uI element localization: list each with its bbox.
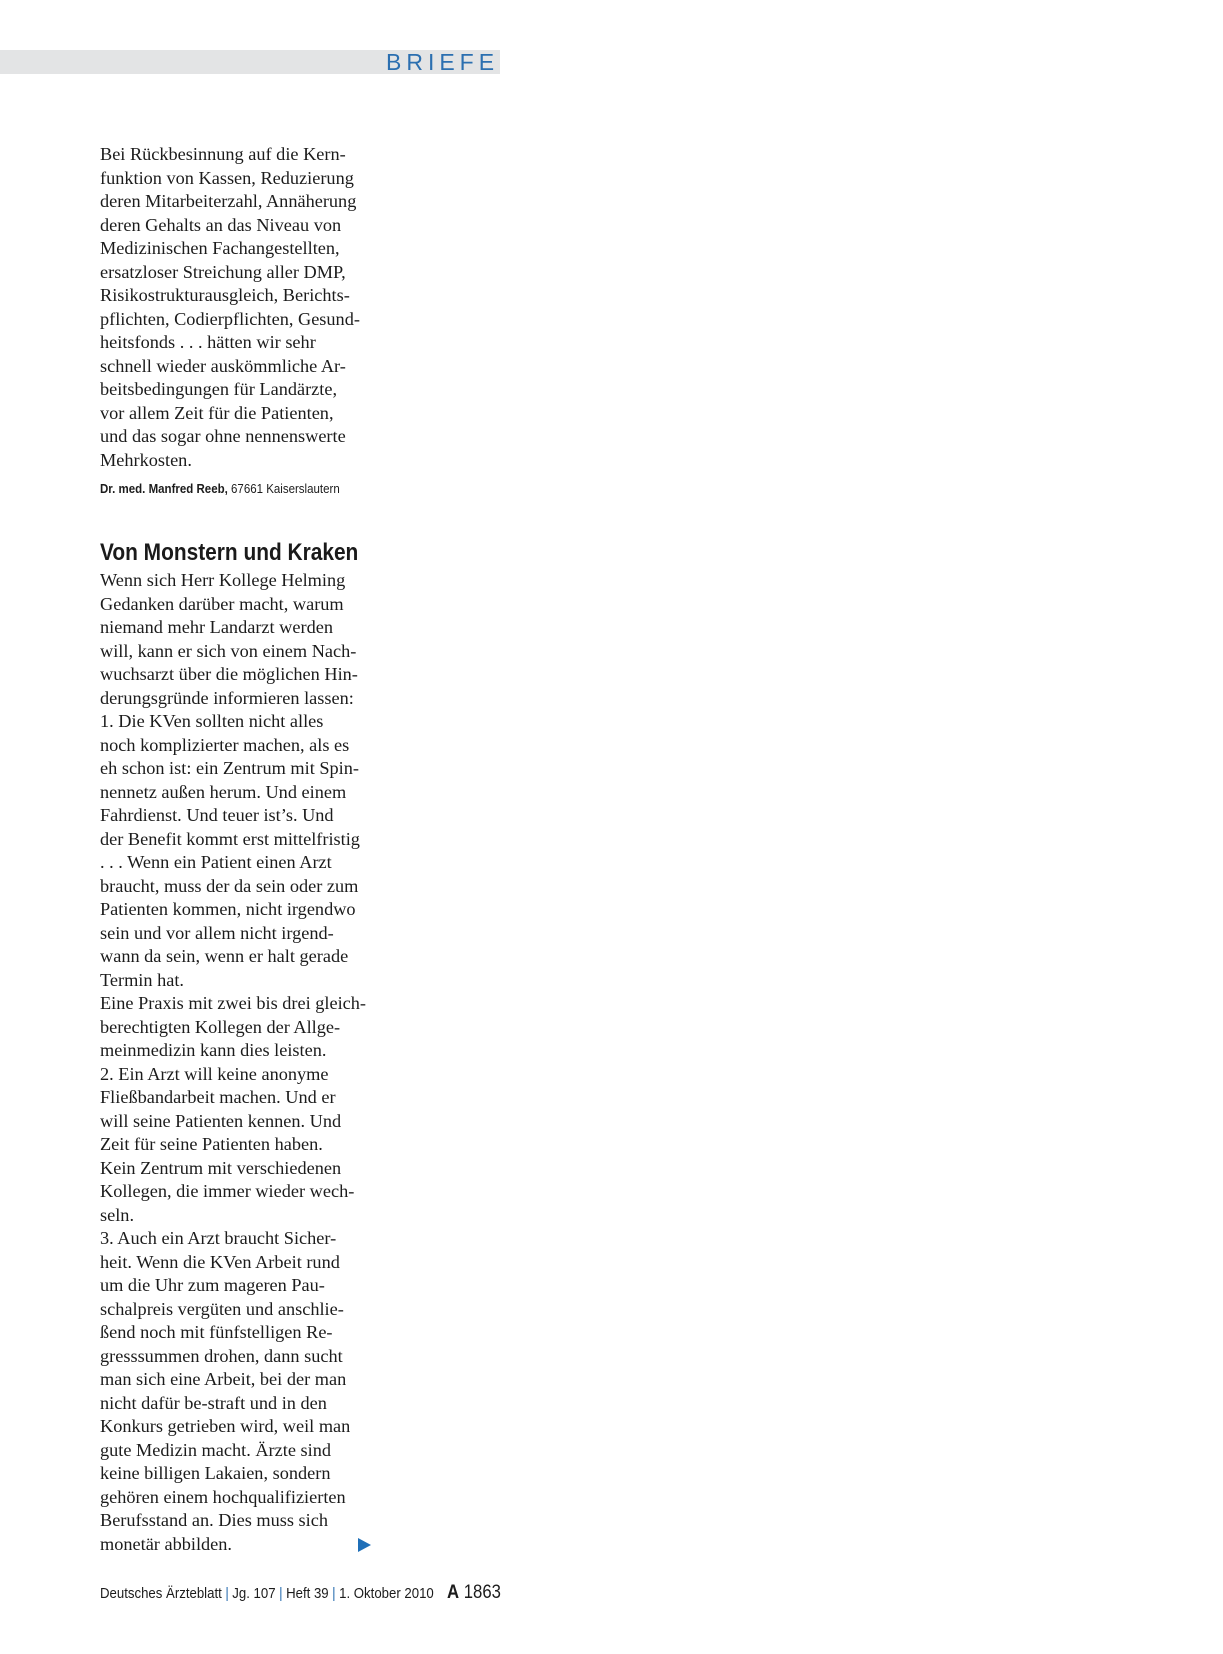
- text-line: Kein Zentrum mit verschiedenen: [100, 1157, 342, 1178]
- continue-arrow-icon: [358, 1538, 371, 1552]
- text-line: Fahrdienst. Und teuer ist’s. Und: [100, 805, 334, 825]
- footer-separator: |: [279, 1585, 283, 1602]
- text-line: nennetz außen herum. Und einem: [100, 781, 347, 802]
- text-line: Kollegen, die immer wieder wech-: [100, 1181, 355, 1201]
- text-line: berechtigten Kollegen der Allge-: [100, 1016, 341, 1037]
- text-line: noch komplizierter machen, als es: [100, 734, 350, 755]
- text-line: schalpreis vergüten und anschlie-: [100, 1298, 344, 1319]
- footer-volume: Jg. 107: [232, 1585, 276, 1602]
- text-line: eh schon ist: ein Zentrum mit Spin-: [100, 758, 359, 778]
- text-line: nicht dafür be-straft und in den: [100, 1392, 327, 1413]
- text-line: Zeit für seine Patienten haben.: [100, 1134, 323, 1154]
- text-line: 3. Auch ein Arzt braucht Sicher-: [100, 1228, 337, 1248]
- text-line: und das sogar ohne nennenswerte: [100, 426, 346, 446]
- footer-date: 1. Oktober 2010: [339, 1585, 434, 1602]
- footer: [100, 1583, 434, 1605]
- text-line: Bei Rückbesinnung auf die Kern-: [100, 144, 346, 164]
- text-line: . . . Wenn ein Patient einen Arzt: [100, 852, 332, 872]
- text-line: gute Medizin macht. Ärzte sind: [100, 1439, 331, 1460]
- text-line: niemand mehr Landarzt werden: [100, 617, 333, 637]
- text-line: Berufsstand an. Dies muss sich: [100, 1510, 328, 1530]
- text-line: monetär abbilden.: [100, 1533, 232, 1554]
- text-line: Gedanken darüber macht, warum: [100, 593, 344, 614]
- text-line: braucht, muss der da sein oder zum: [100, 875, 359, 896]
- text-line: Medizinischen Fachangestellten,: [100, 238, 340, 258]
- text-line: vor allem Zeit für die Patienten,: [100, 402, 334, 423]
- text-line: Termin hat.: [100, 969, 185, 990]
- text-line: der Benefit kommt erst mittelfristig: [100, 828, 360, 849]
- text-line: deren Gehalts an das Niveau von: [100, 214, 342, 235]
- text-line: funktion von Kassen, Reduzierung: [100, 167, 354, 188]
- text-line: keine billigen Lakaien, sondern: [100, 1463, 331, 1483]
- letter-1-author: Dr. med. Manfred Reeb,: [100, 482, 228, 496]
- footer-journal: Deutsches Ärzteblatt: [100, 1585, 222, 1602]
- text-line: Konkurs getrieben wird, weil man: [100, 1416, 351, 1436]
- text-line: heit. Wenn die KVen Arbeit rund: [100, 1251, 340, 1272]
- text-line: Risikostrukturausgleich, Berichts-: [100, 285, 350, 305]
- text-line: ersatzloser Streichung aller DMP,: [100, 261, 346, 282]
- letter-2: [100, 569, 376, 1556]
- text-line: sein und vor allem nicht irgend-: [100, 922, 334, 943]
- text-line: Fließbandarbeit machen. Und er: [100, 1087, 336, 1107]
- text-line: Wenn sich Herr Kollege Helming: [100, 570, 346, 590]
- text-line: um die Uhr zum mageren Pau-: [100, 1275, 325, 1295]
- text-line: meinmedizin kann dies leisten.: [100, 1040, 327, 1060]
- text-line: beitsbedingungen für Landärzte,: [100, 379, 338, 399]
- footer-separator: |: [332, 1585, 336, 1602]
- footer-issue: Heft 39: [286, 1585, 329, 1602]
- letter-1-location: 67661 Kaiserslautern: [231, 482, 340, 496]
- section-label: BRIEFE: [386, 49, 500, 75]
- text-line: heitsfonds . . . hätten wir sehr: [100, 332, 316, 352]
- text-line: seln.: [100, 1204, 135, 1225]
- text-line: gehören einem hochqualifizierten: [100, 1486, 346, 1507]
- text-line: 2. Ein Arzt will keine anonyme: [100, 1063, 329, 1084]
- text-line: wuchsarzt über die möglichen Hin-: [100, 664, 358, 684]
- text-line: gresssummen drohen, dann sucht: [100, 1345, 343, 1366]
- text-line: Mehrkosten.: [100, 449, 192, 470]
- text-line: ßend noch mit fünfstelligen Re-: [100, 1322, 333, 1342]
- text-line: will, kann er sich von einem Nach-: [100, 640, 357, 661]
- page-prefix: A: [447, 1582, 460, 1603]
- text-line: deren Mitarbeiterzahl, Annäherung: [100, 191, 357, 211]
- letter-2-title: Von Monstern und Kraken: [100, 539, 359, 566]
- text-line: Patienten kommen, nicht irgendwo: [100, 899, 356, 919]
- text-line: 1. Die KVen sollten nicht alles: [100, 711, 324, 731]
- letter-1-body: [100, 143, 376, 472]
- text-line: will seine Patienten kennen. Und: [100, 1110, 342, 1131]
- text-line: Eine Praxis mit zwei bis drei gleich-: [100, 993, 367, 1013]
- text-line: wann da sein, wenn er halt gerade: [100, 946, 349, 966]
- text-line: derungsgründe informieren lassen:: [100, 687, 354, 708]
- page-number-value: 1863: [463, 1582, 501, 1603]
- letter-1-signature: [100, 480, 354, 498]
- text-line: pflichten, Codierpflichten, Gesund-: [100, 308, 360, 329]
- text-line: man sich eine Arbeit, bei der man: [100, 1369, 347, 1389]
- text-line: schnell wieder auskömmliche Ar-: [100, 355, 346, 376]
- letter-1: [100, 143, 376, 498]
- letter-2-body: [100, 569, 376, 1556]
- footer-separator: |: [225, 1585, 229, 1602]
- page-number: [447, 1580, 501, 1606]
